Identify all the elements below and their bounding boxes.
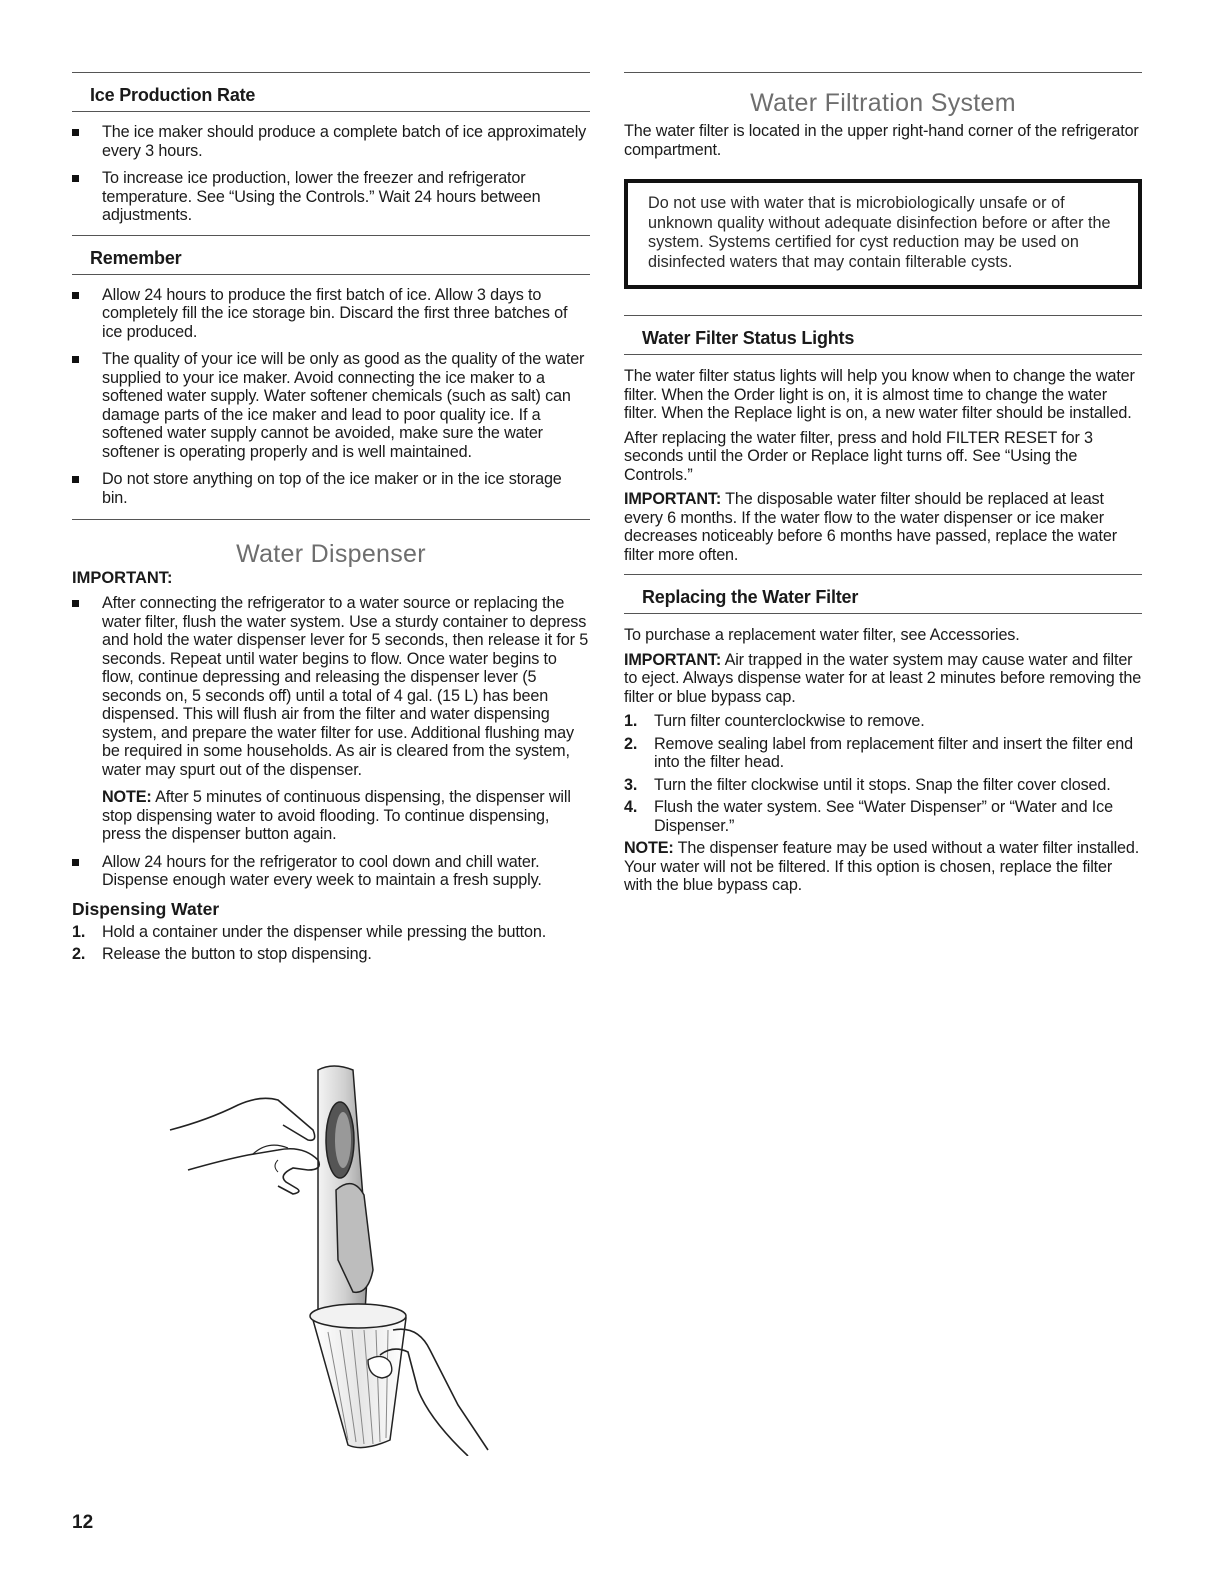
water-dispenser-title-wrap <box>72 519 590 569</box>
page-number: 12 <box>72 1512 94 1533</box>
step-number: 2. <box>624 734 638 753</box>
ice-production-rate-heading: Ice Production Rate <box>72 72 590 112</box>
step-item <box>624 735 1142 772</box>
bullet-text: Allow 24 hours to produce the first batch of ice. Allow 3 days to completely fill the ice storage bin. Discard the first three batches of ice produced. <box>102 285 568 341</box>
water-filtration-title-wrap <box>624 72 1142 118</box>
left-column <box>72 72 590 968</box>
list-item <box>72 594 590 844</box>
step-number: 2. <box>72 945 86 963</box>
step-item <box>72 945 590 964</box>
step-number: 1. <box>72 922 86 941</box>
important-label: IMPORTANT: <box>624 490 722 508</box>
filter-location-text: The water filter is located in the upper right-hand corner of the refrigerator compartment. <box>624 122 1139 159</box>
bullet-icon <box>72 175 79 182</box>
list-item <box>72 350 590 461</box>
dispenser-list <box>72 594 590 890</box>
hand-illustration <box>170 1098 319 1194</box>
bullet-icon <box>72 476 79 483</box>
important-label: IMPORTANT: <box>72 569 173 587</box>
replacing-important <box>624 651 1142 707</box>
step-text: Hold a container under the dispenser while pressing the button. <box>102 922 547 941</box>
bullet-text: The ice maker should produce a complete batch of ice approximately every 3 hours. <box>102 123 587 160</box>
replacing-note <box>624 839 1142 895</box>
step-item <box>72 923 590 942</box>
important-label: IMPORTANT: <box>624 650 722 669</box>
list-item <box>72 123 590 160</box>
step-text: Remove sealing label from replacement filter and insert the filter end into the filter head. <box>654 734 1133 771</box>
note-label: NOTE: <box>624 839 674 857</box>
replacing-para-1: To purchase a replacement water filter, see Accessories. <box>624 626 1020 644</box>
warning-box: Do not use with water that is microbiologically unsafe or of unknown quality without adequate disinfection before or after the system. Systems certified for cyst reduction may be used on disinfected waters that may contain filterable cysts. <box>624 179 1142 289</box>
bullet-text: After connecting the refrigerator to a water source or replacing the water filter, flush the water system. Use a sturdy container to depress and hold the water dispenser lever for 5 seconds, then release it for 5 seconds. Repeat until water begins to flow. Once water begins to flow, continue depressing and releasing the dispenser lever (5 seconds on, 5 seconds off) until a total of 4 gal. (15 L) has been dispensed. This will flush air from the filter and water dispensing system, and prepare the water filter for use. Additional flushing may be required in some households. As air is cleared from the system, water may spurt out of the dispenser. <box>102 594 589 779</box>
filter-status-heading: Water Filter Status Lights <box>624 315 1142 355</box>
note-text: The dispenser feature may be used without a water filter installed. Your water will not be filtered. If this option is chosen, replace the filter with the blue bypass cap. <box>624 839 1140 894</box>
step-item <box>624 776 1142 795</box>
bullet-icon <box>72 292 79 299</box>
list-item <box>72 470 590 507</box>
remember-heading: Remember <box>72 235 590 275</box>
remember-list <box>72 286 590 508</box>
list-item <box>72 286 590 342</box>
bullet-text: Allow 24 hours for the refrigerator to cool down and chill water. Dispense enough water every week to maintain a fresh supply. <box>102 852 542 889</box>
status-important <box>624 490 1142 564</box>
bullet-text: Do not store anything on top of the ice maker or in the ice storage bin. <box>102 470 562 507</box>
step-text: Flush the water system. See “Water Dispenser” or “Water and Ice Dispenser.” <box>654 798 1113 835</box>
step-item <box>624 712 1142 731</box>
step-number: 4. <box>624 798 638 816</box>
bullet-text: The quality of your ice will be only as good as the quality of the water supplied to your ice maker. Avoid connecting the ice maker to a softened water supply. Water softener chemicals (such as salt) can damage parts of the ice maker and lead to poor quality ice. If a softened water supply cannot be avoided, make sure the water softener is operating properly and is well maintained. <box>102 350 585 461</box>
important-text: The disposable water filter should be replaced at least every 6 months. If the water flow to the water dispenser or ice maker decreases noticeably before 6 months have passed, replace the water filter more often. <box>624 490 1117 564</box>
dispensing-water-heading: Dispensing Water <box>72 898 220 919</box>
step-item <box>624 798 1142 835</box>
step-number: 3. <box>624 775 638 794</box>
water-filtration-title: Water Filtration System <box>750 89 1016 117</box>
replacing-filter-heading: Replacing the Water Filter <box>624 574 1142 614</box>
dispenser-note <box>102 788 590 844</box>
dispenser-illustration <box>168 1060 518 1456</box>
list-item <box>72 169 590 225</box>
status-para-1: The water filter status lights will help you know when to change the water filter. When the Order light is on, it is almost time to change the water filter. When the Replace light is on, a new water filter should be installed. <box>624 367 1135 422</box>
list-item <box>72 853 590 890</box>
step-text: Turn the filter clockwise until it stops. Snap the filter cover closed. <box>654 775 1111 794</box>
step-text: Release the button to stop dispensing. <box>102 945 372 963</box>
bullet-icon <box>72 600 79 607</box>
status-para-2: After replacing the water filter, press and hold FILTER RESET for 3 seconds until the Order or Replace light turns off. See “Using the Controls.” <box>624 428 1093 484</box>
important-text: Air trapped in the water system may cause water and filter to eject. Always dispense water for at least 2 minutes before removing the filter or blue bypass cap. <box>624 650 1142 706</box>
note-text: After 5 minutes of continuous dispensing, the dispenser will stop dispensing water to avoid flooding. To continue dispensing, press the dispenser button again. <box>102 788 571 843</box>
bullet-icon <box>72 356 79 363</box>
step-number: 1. <box>624 712 638 730</box>
water-dispenser-title: Water Dispenser <box>236 540 426 568</box>
bullet-text: To increase ice production, lower the freezer and refrigerator temperature. See “Using the Controls.” Wait 24 hours between adjustments. <box>102 169 541 224</box>
replacing-steps <box>624 712 1142 835</box>
ice-production-rate-list <box>72 123 590 225</box>
right-column <box>624 72 1142 895</box>
bullet-icon <box>72 129 79 136</box>
bullet-icon <box>72 859 79 866</box>
note-label: NOTE: <box>102 788 152 806</box>
glass-container <box>313 1312 406 1448</box>
step-text: Turn filter counterclockwise to remove. <box>654 712 925 730</box>
dispensing-steps <box>72 923 590 964</box>
